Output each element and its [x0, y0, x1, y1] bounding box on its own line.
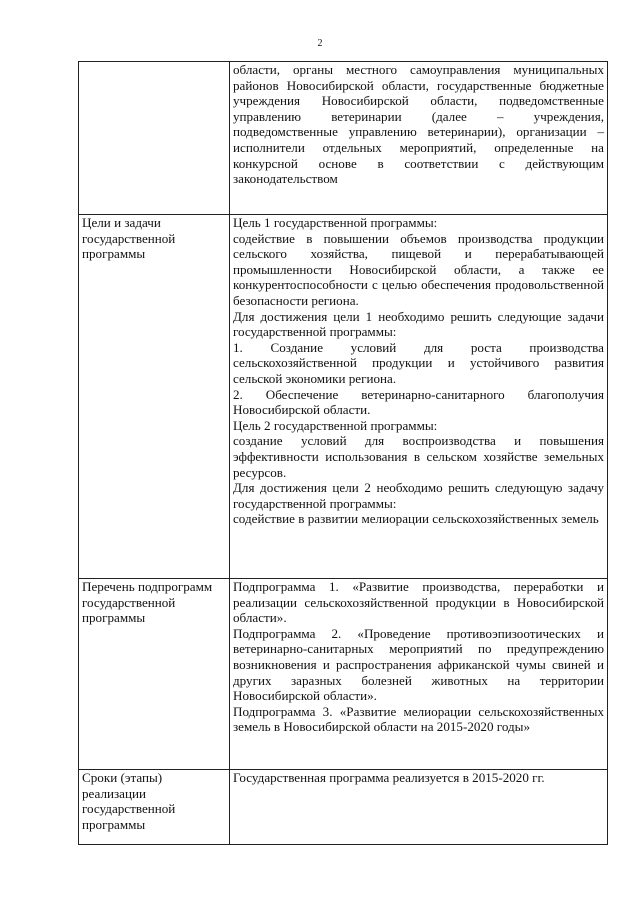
paragraph: создание условий для воспроизводства и повышения эффективности использования в сельском хозяйстве земельных ресурсов. [233, 433, 604, 480]
program-passport-table [78, 61, 608, 845]
paragraph: Подпрограмма 2. «Проведение противоэпизоотических и ветеринарно-санитарных мероприятий по предупреждению возникновения и распространения африканской чумы свиней и других заразных болезней животных на территории Новосибирской области». [233, 625, 604, 704]
row-label-terms: Сроки (этапы) реализации государственной программы [79, 770, 230, 845]
row-label-empty [79, 62, 230, 215]
table-row [79, 579, 608, 770]
paragraph: Для достижения цели 1 необходимо решить следующие задачи государственной программы: [233, 308, 604, 340]
paragraph: 1. Создание условий для роста производства сельскохозяйственной продукции и устойчивого развития сельской экономики региона. [233, 339, 604, 386]
paragraph: области, органы местного самоуправления муниципальных районов Новосибирской области, государственные бюджетные учреждения Новосибирской области, подведомственные управлению ветеринарии (далее – учреждения, подведомственные управлению ветеринарии), организации – исполнители отдельных мероприятий, определенные на конкурсной основе в соответствии с действующим законодательством [233, 62, 604, 187]
table-row [79, 770, 608, 845]
row-content-participants [230, 62, 608, 215]
table-row [79, 62, 608, 215]
page-number: 2 [317, 38, 323, 49]
paragraph: 2. Обеспечение ветеринарно-санитарного благополучия Новосибирской области. [233, 386, 604, 418]
paragraph: Государственная программа реализуется в 2015-2020 гг. [233, 770, 545, 785]
paragraph: содействие в повышении объемов производства продукции сельского хозяйства, пищевой и перерабатывающей промышленности Новосибирской области, а также ее конкурентоспособности с целью обеспечения продовольственной безопасности региона. [233, 230, 604, 308]
row-content-goals [230, 215, 608, 579]
row-label-subprograms: Перечень подпрограмм государственной программы [79, 579, 230, 770]
table-row [79, 215, 608, 579]
paragraph: Подпрограмма 3. «Развитие мелиорации сельскохозяйственных земель в Новосибирской области на 2015-2020 годы» [233, 703, 604, 735]
table-body [79, 62, 608, 845]
paragraph: Подпрограмма 1. «Развитие производства, переработки и реализации сельскохозяйственной продукции в Новосибирской области». [233, 579, 604, 626]
row-label-goals: Цели и задачи государственной программы [79, 215, 230, 579]
paragraph: Для достижения цели 2 необходимо решить следующую задачу государственной программы: [233, 480, 604, 511]
paragraph: содействие в развитии мелиорации сельскохозяйственных земель [233, 511, 599, 527]
row-content-terms [230, 770, 608, 845]
paragraph: Цель 1 государственной программы: [233, 215, 438, 230]
paragraph: Цель 2 государственной программы: [233, 417, 438, 433]
row-content-subprograms [230, 579, 608, 770]
